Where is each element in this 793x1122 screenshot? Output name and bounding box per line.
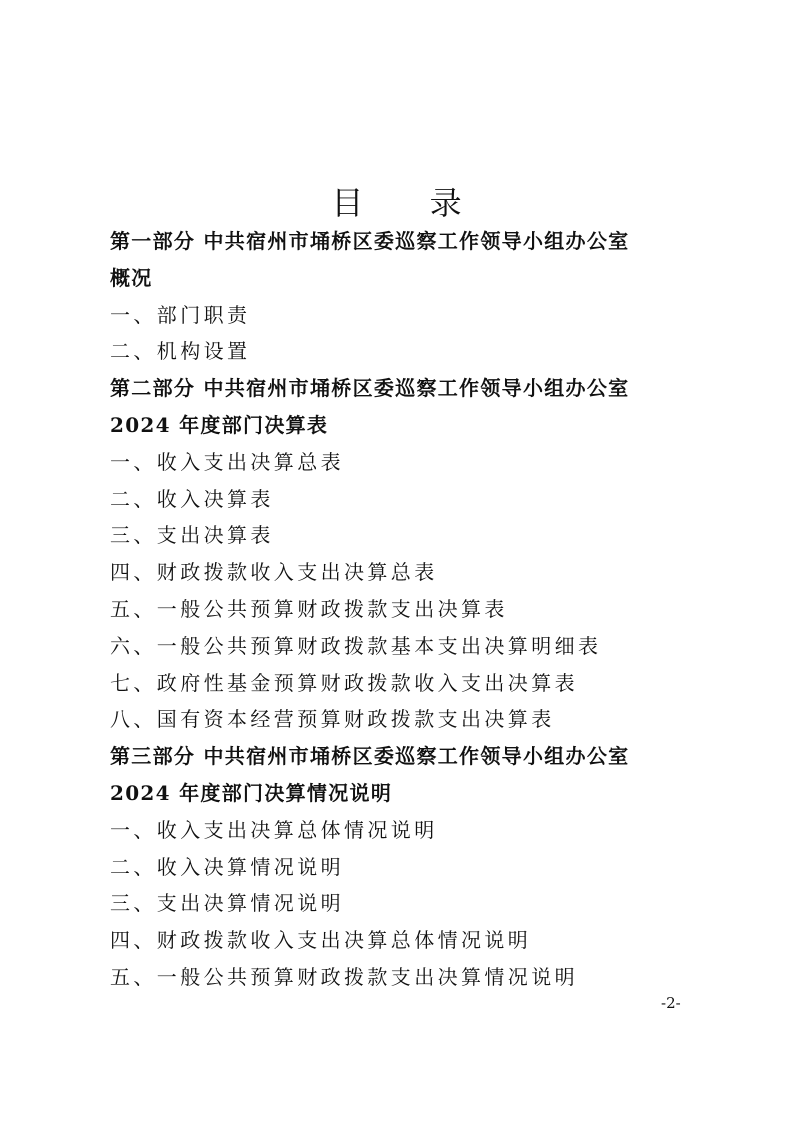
toc-item[interactable]: 一、收入支出决算总体情况说明 bbox=[110, 817, 438, 842]
toc-item[interactable]: 八、国有资本经营预算财政拨款支出决算表 bbox=[110, 707, 555, 732]
toc-item[interactable]: 五、一般公共预算财政拨款支出决算情况说明 bbox=[110, 964, 578, 989]
page-title: 目 录 bbox=[331, 184, 490, 222]
toc-item[interactable]: 五、一般公共预算财政拨款支出决算表 bbox=[110, 596, 508, 621]
toc-item[interactable]: 二、收入决算情况说明 bbox=[110, 854, 344, 879]
toc-item[interactable]: 四、财政拨款收入支出决算总体情况说明 bbox=[110, 928, 532, 953]
toc-item[interactable]: 六、一般公共预算财政拨款基本支出决算明细表 bbox=[110, 633, 602, 658]
part-3-heading-line-1[interactable]: 第三部分 中共宿州市埇桥区委巡察工作领导小组办公室 bbox=[110, 744, 630, 769]
toc-part-1 bbox=[110, 223, 710, 297]
part-2-heading-line-2[interactable]: 2024 年度部门决算表 bbox=[110, 412, 329, 437]
part-1-heading-line-2[interactable]: 概况 bbox=[110, 265, 153, 290]
toc-item[interactable]: 四、财政拨款收入支出决算总表 bbox=[110, 560, 438, 585]
page-number: -2- bbox=[661, 994, 681, 1012]
part-1-heading-line-1[interactable]: 第一部分 中共宿州市埇桥区委巡察工作领导小组办公室 bbox=[110, 229, 630, 253]
toc-item[interactable]: 三、支出决算情况说明 bbox=[110, 891, 344, 916]
toc-item[interactable]: 一、部门职责 bbox=[110, 302, 251, 327]
toc-item[interactable]: 一、收入支出决算总表 bbox=[110, 449, 344, 474]
toc-item[interactable]: 二、机构设置 bbox=[110, 339, 251, 364]
part-3-heading-line-2[interactable]: 2024 年度部门决算情况说明 bbox=[110, 780, 393, 805]
toc-item[interactable]: 三、支出决算表 bbox=[110, 523, 274, 548]
part-2-heading-line-1[interactable]: 第二部分 中共宿州市埇桥区委巡察工作领导小组办公室 bbox=[110, 376, 630, 401]
table-of-contents bbox=[110, 223, 710, 996]
toc-part-3 bbox=[110, 738, 710, 812]
toc-item[interactable]: 七、政府性基金预算财政拨款收入支出决算表 bbox=[110, 670, 578, 695]
toc-part-2 bbox=[110, 370, 710, 444]
toc-item[interactable]: 二、收入决算表 bbox=[110, 486, 274, 511]
